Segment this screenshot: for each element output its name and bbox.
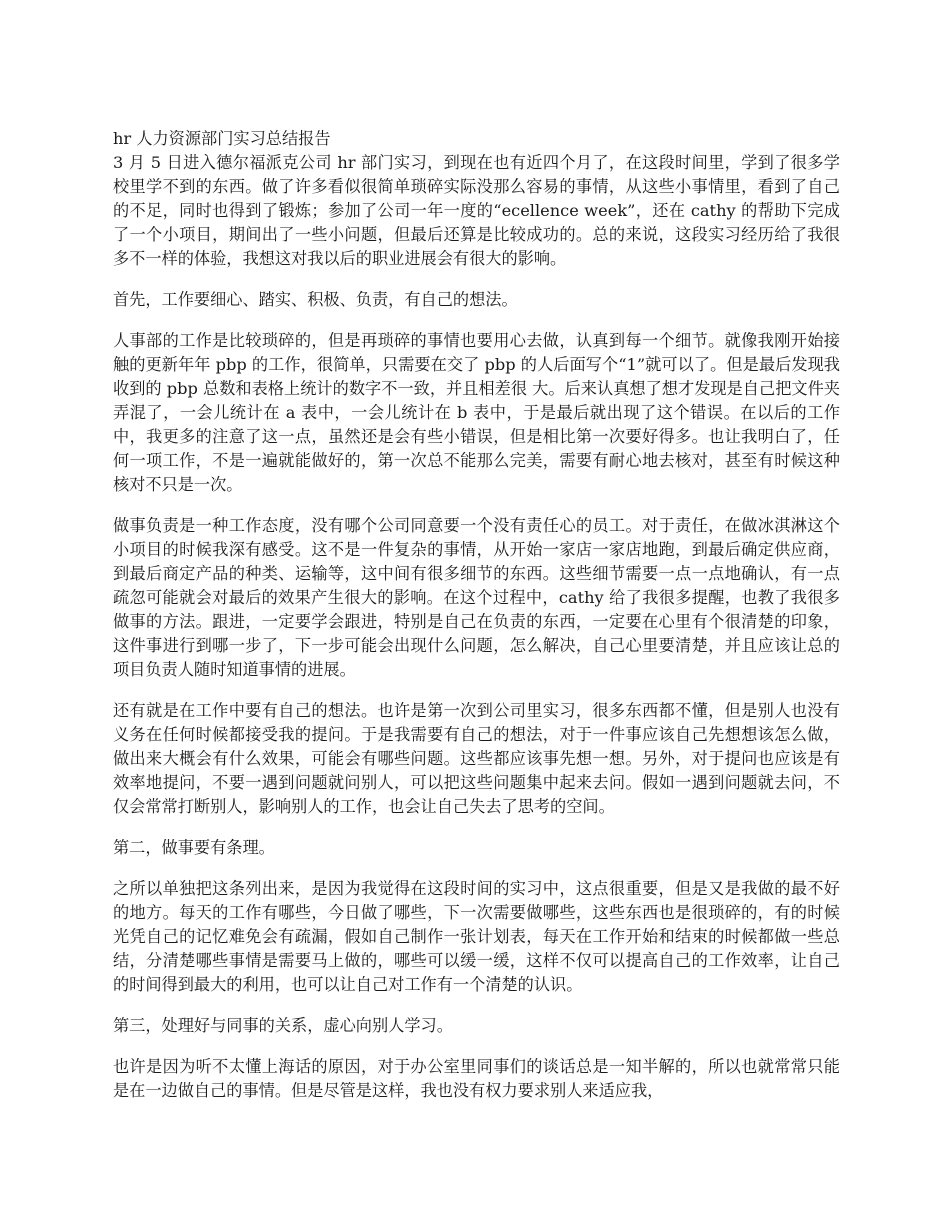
paragraph-heading-third: 第三，处理好与同事的关系，虚心向别人学习。	[113, 1016, 453, 1035]
paragraph-heading-first: 首先，工作要细心、踏实、积极、负责，有自己的想法。	[113, 290, 518, 309]
document-title: hr 人力资源部门实习总结报告	[113, 129, 331, 148]
paragraph-heading-second: 第二，做事要有条理。	[113, 838, 275, 857]
paragraph-responsibility: 做事负责是一种工作态度，没有哪个公司同意要一个没有责任心的员工。对于责任，在做冰淇淋这个小项目的时候我深有感受。这不是一件复杂的事情，从开始一家店一家店地跑，到最后确定供应商，到最后商定产品的种类、运输等，这中间有很多细节的东西。这些细节需要一点一点地确认，有一点疏忽可能就会对最后的效果产生很大的影响。在这个过程中，cathy 给了我很多提醒，也教了我很多做事的方法。跟进，一定要学会跟进，特别是自己在负责的东西，一定要在心里有个很清楚的印象，这件事进行到哪一步了，下一步可能会出现什么问题，怎么解决，自己心里要清楚，并且应该让总的项目负责人随时知道事情的进展。	[113, 516, 840, 679]
paragraph-intro: 3 月 5 日进入德尔福派克公司 hr 部门实习，到现在也有近四个月了，在这段时间里，学到了很多学校里学不到的东西。做了许多看似很简单琐碎实际没那么容易的事情，从这些小事情里，看到了自己的不足，同时也得到了锻炼；参加了公司一年一度的“ecellence week”，还在 cathy 的帮助下完成了一个小项目，期间出了一些小问题，但最后还算是比较成功的。总的来说，这段实习经历给了我很多不一样的体验，我想这对我以后的职业进展会有很大的影响。	[113, 153, 840, 268]
paragraph-organization: 之所以单独把这条列出来，是因为我觉得在这段时间的实习中，这点很重要，但是又是我做的最不好的地方。每天的工作有哪些，今日做了哪些，下一次需要做哪些，这些东西也是很琐碎的，有的时候光凭自己的记忆难免会有疏漏，假如自己制作一张计划表，每天在工作开始和结束的时候都做一些总结，分清楚哪些事情是需要马上做的，哪些可以缓一缓，这样不仅可以提高自己的工作效率，让自己的时间得到最大的利用，也可以让自己对工作有一个清楚的认识。	[113, 879, 840, 994]
paragraph-colleagues: 也许是因为听不太懂上海话的原因，对于办公室里同事们的谈话总是一知半解的，所以也就常常只能是在一边做自己的事情。但是尽管是这样，我也没有权力要求别人来适应我，	[113, 1057, 840, 1100]
paragraph-detail: 人事部的工作是比较琐碎的，但是再琐碎的事情也要用心去做，认真到每一个细节。就像我刚开始接触的更新年年 pbp 的工作，很简单，只需要在交了 pbp 的人后面写个“1”就可以了。但是最后发现我收到的 pbp 总数和表格上统计的数字不一致，并且相差很 大。后来认真想了想才发现是自己把文件夹弄混了，一会儿统计在 a 表中，一会儿统计在 b 表中，于是最后就出现了这个错误。在以后的工作中，我更多的注意了这一点，虽然还是会有些小错误，但是相比第一次要好得多。也让我明白了，任何一项工作，不是一遍就能做好的，第一次总不能那么完美，需要有耐心地去核对，甚至有时候这种核对不只是一次。	[113, 331, 840, 494]
paragraph-own-ideas: 还有就是在工作中要有自己的想法。也许是第一次到公司里实习，很多东西都不懂，但是别人也没有义务在任何时候都接受我的提问。于是我需要有自己的想法，对于一件事应该自己先想想该怎么做，做出来大概会有什么效果，可能会有哪些问题。这些都应该事先想一想。另外，对于提问也应该是有效率地提问，不要一遇到问题就问别人，可以把这些问题集中起来去问。假如一遇到问题就去问，不仅会常常打断别人，影响别人的工作，也会让自己失去了思考的空间。	[113, 701, 840, 816]
